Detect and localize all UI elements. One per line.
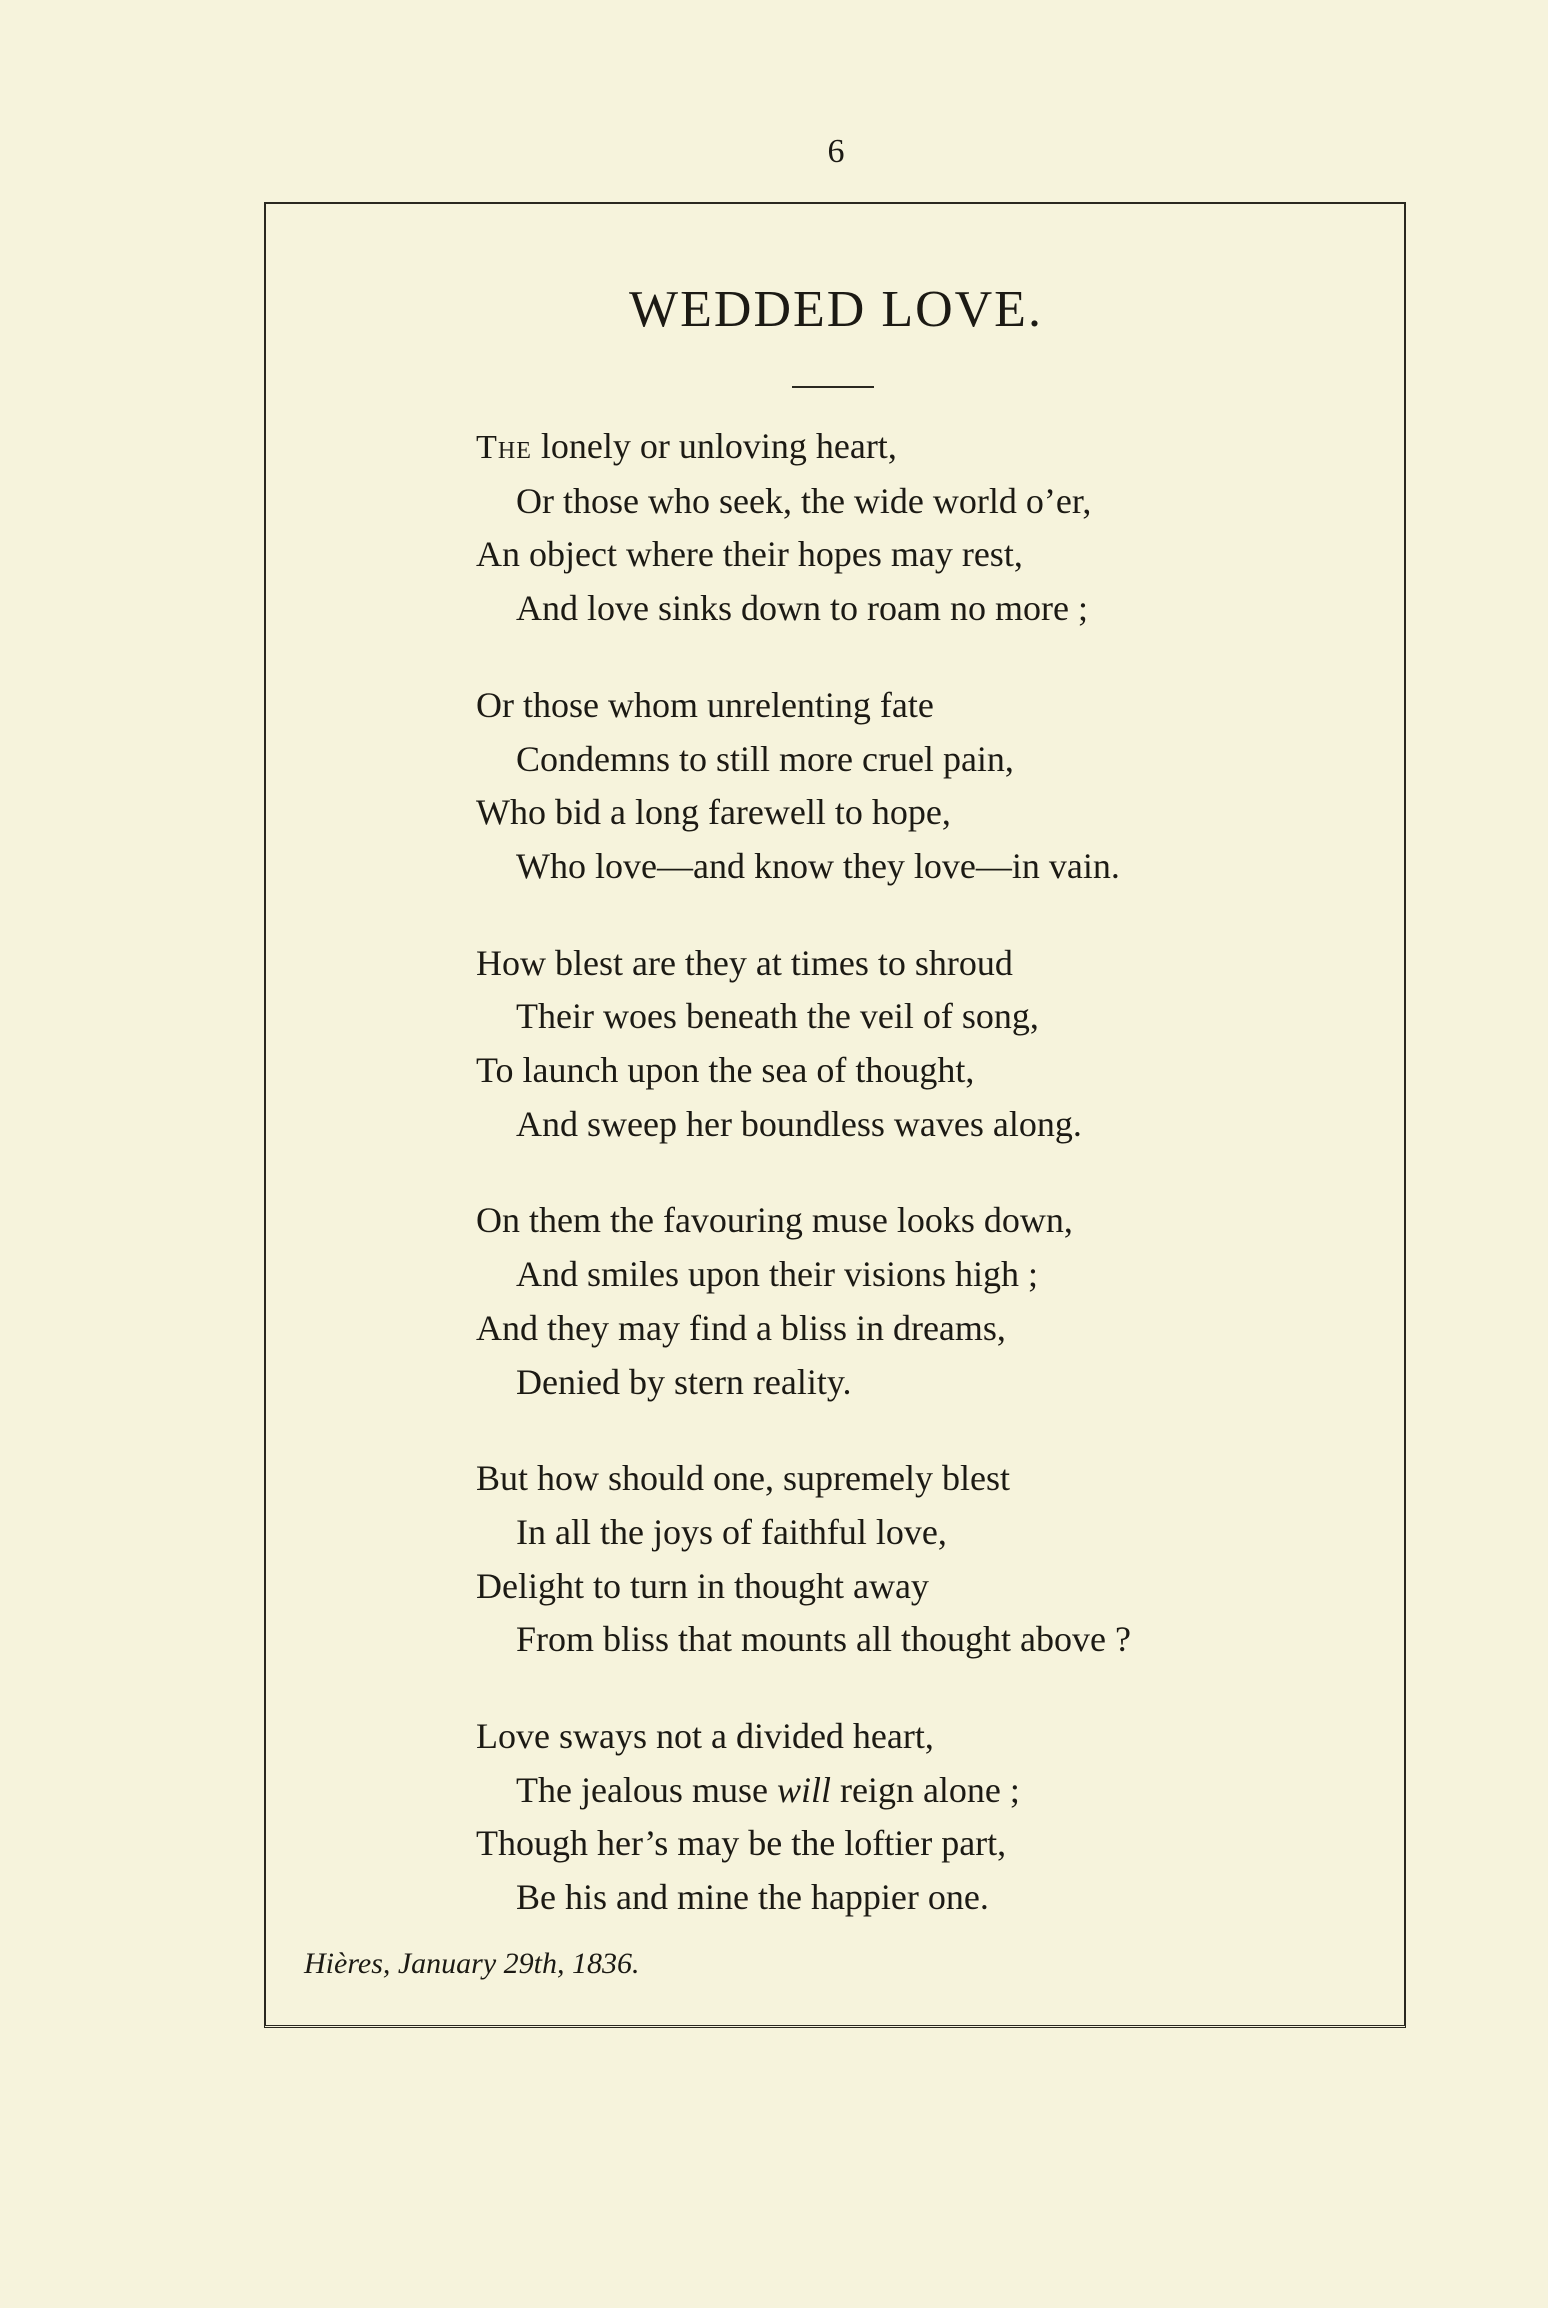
poem-line: Delight to turn in thought away [476,1565,929,1606]
poem-line [476,1764,1336,1818]
dateline: Hières, January 29th, 1836. [304,1947,640,1980]
title-divider [792,386,874,388]
italic-emphasis: will [776,1769,831,1810]
poem-line: On them the favouring muse looks down, [476,1200,1073,1241]
poem-line: Or those who seek, the wide world o’er, [516,480,1092,521]
poem-line: And sweep her boundless waves along. [516,1103,1082,1144]
poem-line: Though her’s may be the loftier part, [476,1823,1007,1864]
stanza-3 [476,937,1336,1152]
poem-title: WEDDED LOVE. [629,281,1043,338]
poem-line-text: The jealous muse [516,1769,777,1810]
poem-line: From bliss that mounts all thought above ? [516,1619,1131,1660]
poem-line-text: reign alone ; [830,1769,1020,1810]
poem-line: Denied by stern reality. [516,1361,852,1402]
poem-line [476,420,1336,475]
page-number: 6 [827,133,845,170]
poem-line: Condemns to still more cruel pain, [516,738,1014,779]
poem-line: And love sinks down to roam no more ; [516,588,1088,629]
poem-line: How blest are they at times to shroud [476,942,1013,983]
poem-line: Who love—and know they love—in vain. [516,845,1120,886]
poem-line: And they may find a bliss in dreams, [476,1307,1006,1348]
poem-line-text: lonely or unloving heart, [531,426,897,466]
poem-body [476,420,1336,1968]
poem-line: Be his and mine the happier one. [516,1877,989,1918]
stanza-6 [476,1710,1336,1925]
poem-line: And smiles upon their visions high ; [516,1254,1038,1295]
stanza-4 [476,1194,1336,1409]
stanza-2 [476,679,1336,894]
stanza-1 [476,420,1336,636]
poem-line: In all the joys of faithful love, [516,1511,947,1552]
poem-line: But how should one, supremely blest [476,1458,1010,1499]
stanza-5 [476,1452,1336,1667]
poem-line: Or those whom unrelenting fate [476,684,934,725]
poem-line: Who bid a long farewell to hope, [476,792,951,833]
poem-line: Love sways not a divided heart, [476,1716,934,1757]
poem-line: An object where their hopes may rest, [476,534,1023,575]
poem-line: To launch upon the sea of thought, [476,1050,975,1091]
small-caps-lead-word: The [476,429,532,466]
poem-line: Their woes beneath the veil of song, [516,996,1039,1037]
